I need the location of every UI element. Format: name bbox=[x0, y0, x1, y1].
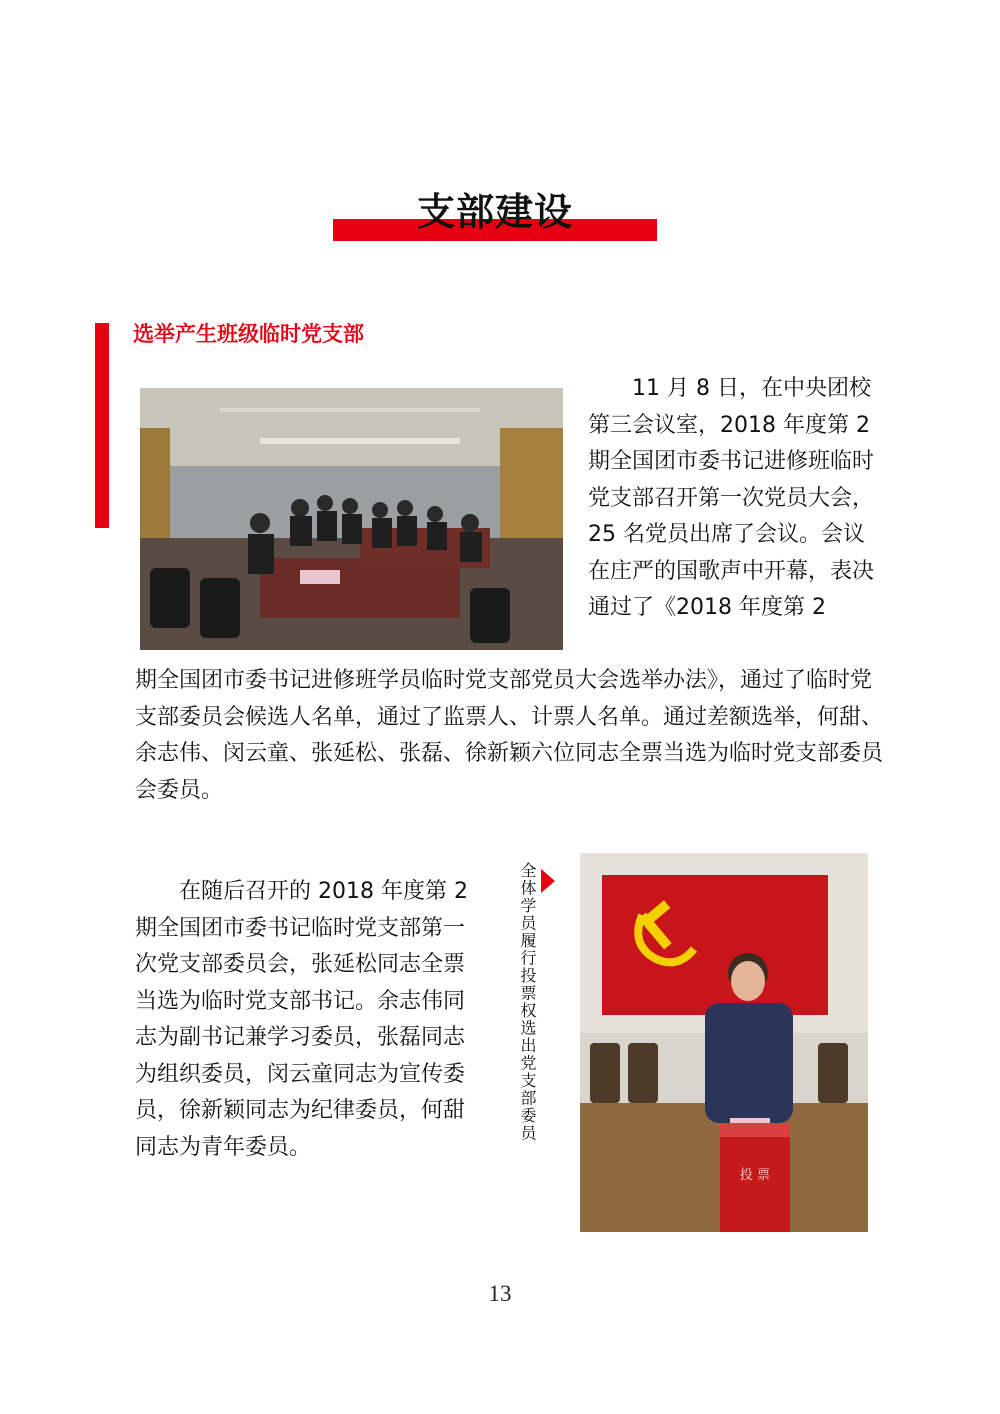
meeting-room-photo bbox=[140, 388, 563, 650]
photo-caption: 全体学员履行投票权选出党支部委员 bbox=[518, 862, 537, 1142]
voting-illustration bbox=[580, 853, 868, 1232]
ballot-box-label: 投 票 bbox=[739, 1168, 771, 1183]
paragraph-1-continued: 期全国团市委书记进修班学员临时党支部党员大会选举办法》，通过了临时党支部委员会候选人名单，通过了监票人、计票人名单。通过差额选举，何甜、余志伟、闵云童、张延松、张磊、徐新颖六位同志全票当选为临时党支部委员会委员。 bbox=[135, 668, 884, 803]
caption-arrow-icon bbox=[541, 869, 555, 893]
paragraph-1-intro: 11 月 8 日，在中央团校第三会议室，2018 年度第 2 期全国团市委书记进修班临时党支部召开第一次党员大会，25 名党员出席了会议。会议在庄严的国歌声中开幕，表决通过了《2018 年度第 2 bbox=[588, 376, 875, 620]
page-title: 支部建设 bbox=[416, 189, 573, 234]
section-heading: 选举产生班级临时党支部 bbox=[133, 322, 364, 346]
paragraph-2: 在随后召开的 2018 年度第 2 期全国团市委书记临时党支部第一次党支部委员会，张延松同志全票当选为临时党支部书记。余志伟同志为副书记兼学习委员，张磊同志为组织委员，闵云童同志为宣传委员，徐新颖同志为纪律委员，何甜同志为青年委员。 bbox=[135, 879, 468, 1160]
page-number: 13 bbox=[488, 1281, 512, 1306]
voting-photo bbox=[580, 853, 868, 1232]
meeting-room-illustration bbox=[140, 388, 563, 650]
party-flag bbox=[602, 875, 828, 1015]
section-side-bar bbox=[95, 323, 109, 528]
